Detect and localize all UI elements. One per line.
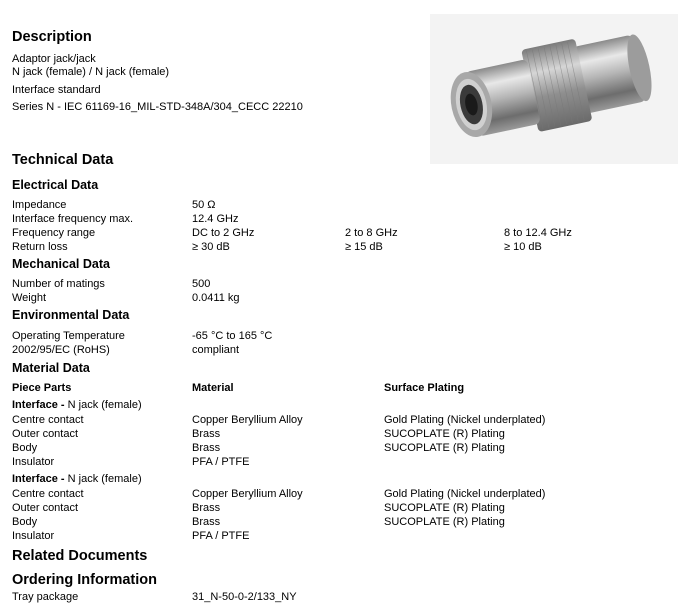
interface-text: N jack (female) bbox=[67, 473, 142, 485]
weight-label: Weight bbox=[12, 292, 47, 304]
frequency-range-3: 8 to 12.4 GHz bbox=[504, 227, 572, 239]
interface-standard-label: Interface standard bbox=[12, 84, 101, 96]
tray-package-label: Tray package bbox=[12, 591, 79, 603]
part-name: Outer contact bbox=[12, 428, 79, 440]
rohs-label: 2002/95/EC (RoHS) bbox=[12, 344, 110, 356]
part-material: Brass bbox=[192, 502, 221, 514]
part-material: Copper Beryllium Alloy bbox=[192, 414, 303, 426]
part-material: Copper Beryllium Alloy bbox=[192, 488, 303, 500]
interface-row bbox=[12, 398, 142, 412]
operating-temperature-value: -65 °C to 165 °C bbox=[192, 330, 273, 342]
return-loss-label: Return loss bbox=[12, 241, 68, 253]
part-plating: SUCOPLATE (R) Plating bbox=[384, 516, 505, 528]
technical-data-heading: Technical Data bbox=[12, 152, 114, 168]
description-line-2: N jack (female) / N jack (female) bbox=[12, 66, 170, 78]
part-name: Insulator bbox=[12, 530, 55, 542]
interface-bold: Interface - bbox=[12, 399, 68, 411]
part-name: Centre contact bbox=[12, 414, 84, 426]
matings-label: Number of matings bbox=[12, 278, 105, 290]
part-plating: Gold Plating (Nickel underplated) bbox=[384, 414, 546, 426]
series-prefix: Series N - bbox=[12, 101, 64, 113]
frequency-range-label: Frequency range bbox=[12, 227, 96, 239]
material-data-heading: Material Data bbox=[12, 361, 90, 375]
part-plating: SUCOPLATE (R) Plating bbox=[384, 442, 505, 454]
part-name: Insulator bbox=[12, 456, 55, 468]
operating-temperature-label: Operating Temperature bbox=[12, 330, 125, 342]
part-material: PFA / PTFE bbox=[192, 456, 250, 468]
description-heading: Description bbox=[12, 29, 92, 45]
mechanical-data-heading: Mechanical Data bbox=[12, 257, 110, 271]
environmental-data-heading: Environmental Data bbox=[12, 308, 130, 322]
interface-frequency-label: Interface frequency max. bbox=[12, 213, 134, 225]
part-plating: SUCOPLATE (R) Plating bbox=[384, 502, 505, 514]
col-surface-plating: Surface Plating bbox=[384, 382, 465, 394]
part-name: Body bbox=[12, 442, 38, 454]
col-piece-parts: Piece Parts bbox=[12, 382, 72, 394]
part-plating: SUCOPLATE (R) Plating bbox=[384, 428, 505, 440]
related-documents-heading: Related Documents bbox=[12, 548, 148, 564]
col-material: Material bbox=[192, 382, 234, 394]
return-loss-2: ≥ 15 dB bbox=[345, 241, 383, 253]
return-loss-3: ≥ 10 dB bbox=[504, 241, 542, 253]
interface-bold: Interface - bbox=[12, 473, 68, 485]
weight-value: 0.0411 kg bbox=[192, 292, 240, 304]
impedance-value: 50 Ω bbox=[192, 199, 216, 211]
rohs-value: compliant bbox=[192, 344, 240, 356]
part-material: Brass bbox=[192, 516, 221, 528]
matings-value: 500 bbox=[192, 278, 211, 290]
frequency-range-2: 2 to 8 GHz bbox=[345, 227, 398, 239]
part-name: Body bbox=[12, 516, 38, 528]
interface-text: N jack (female) bbox=[67, 399, 142, 411]
description-line-1: Adaptor jack/jack bbox=[12, 53, 96, 65]
interface-frequency-value: 12.4 GHz bbox=[192, 213, 239, 225]
series-value: IEC 61169-16_MIL-STD-348A/304_CECC 22210 bbox=[63, 101, 303, 113]
return-loss-1: ≥ 30 dB bbox=[192, 241, 230, 253]
part-material: PFA / PTFE bbox=[192, 530, 250, 542]
ordering-information-heading: Ordering Information bbox=[12, 572, 157, 588]
part-plating: Gold Plating (Nickel underplated) bbox=[384, 488, 546, 500]
frequency-range-1: DC to 2 GHz bbox=[192, 227, 255, 239]
product-photo bbox=[430, 14, 678, 164]
electrical-data-heading: Electrical Data bbox=[12, 178, 99, 192]
impedance-label: Impedance bbox=[12, 199, 67, 211]
tray-package-value: 31_N-50-0-2/133_NY bbox=[192, 591, 297, 603]
adapter-image bbox=[430, 14, 678, 164]
part-material: Brass bbox=[192, 442, 221, 454]
part-material: Brass bbox=[192, 428, 221, 440]
series-line bbox=[12, 100, 303, 114]
part-name: Outer contact bbox=[12, 502, 79, 514]
interface-row bbox=[12, 472, 142, 486]
part-name: Centre contact bbox=[12, 488, 84, 500]
